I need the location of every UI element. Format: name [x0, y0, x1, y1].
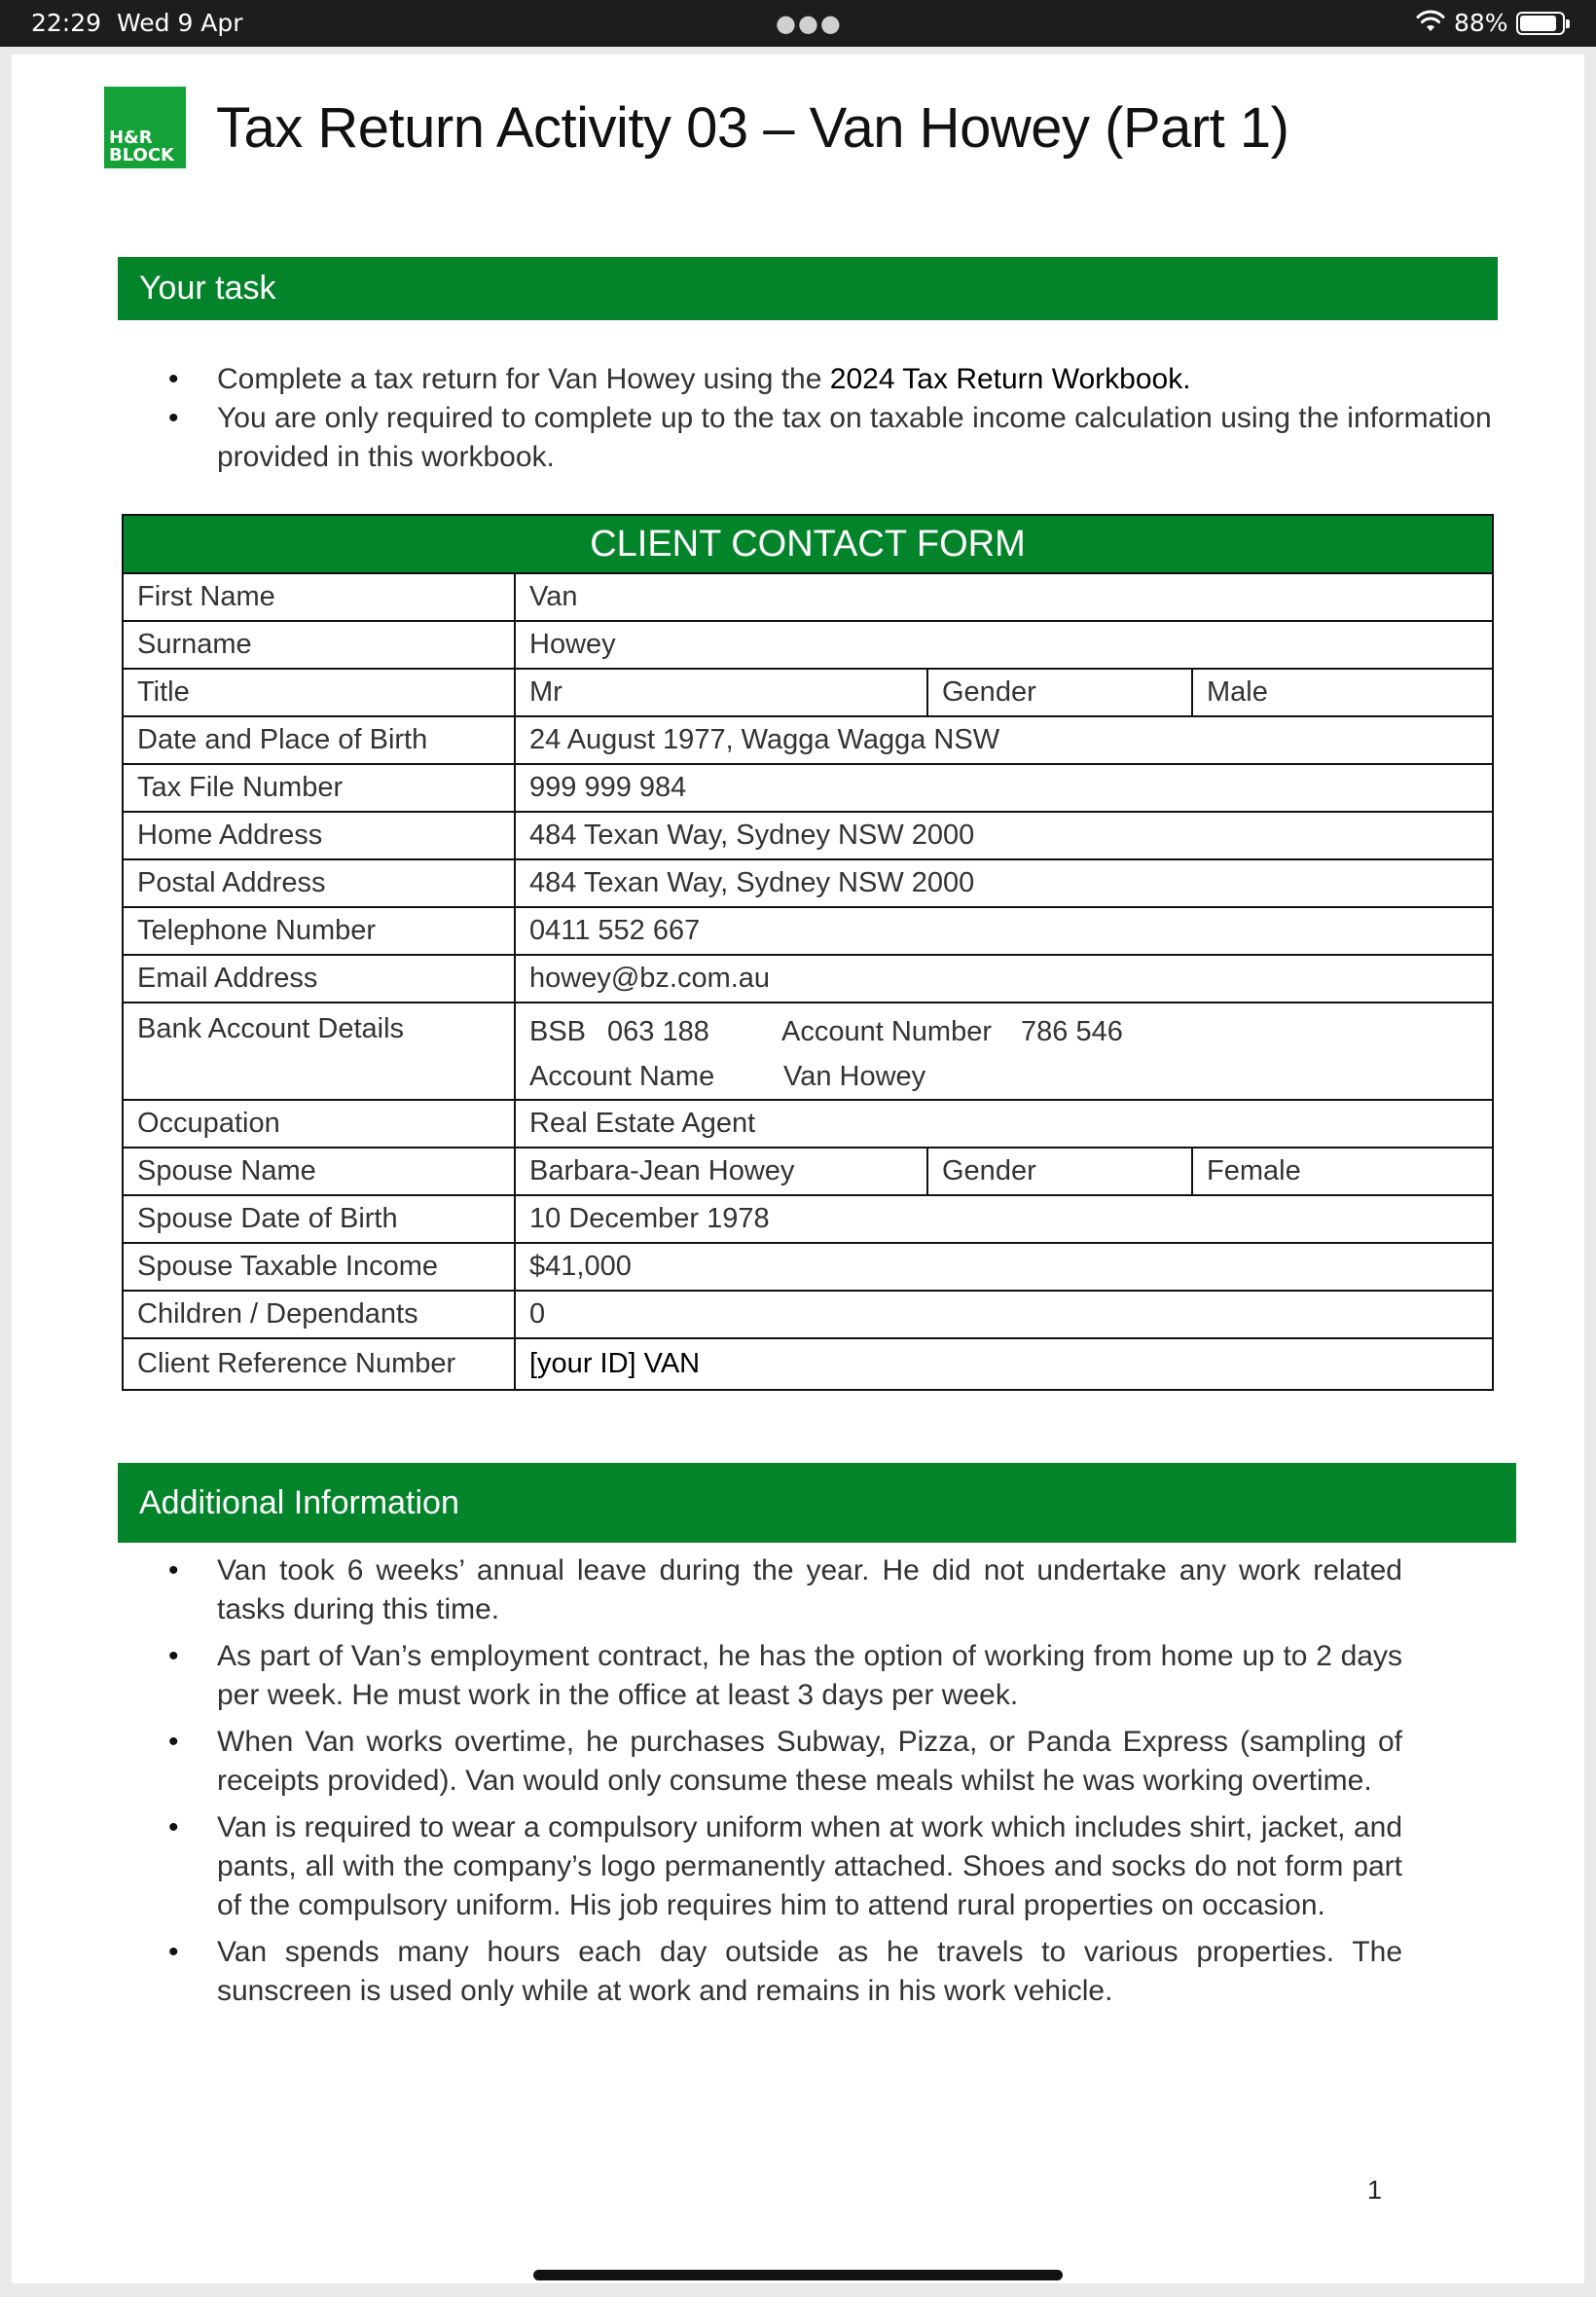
- spouse-income-value: $41,000: [515, 1243, 1493, 1291]
- logo-line-1: H&R: [109, 128, 153, 148]
- home-address-value: 484 Texan Way, Sydney NSW 2000: [515, 812, 1493, 859]
- phone-value: 0411 552 667: [515, 907, 1493, 955]
- phone-label: Telephone Number: [123, 907, 515, 955]
- account-name-value: Van Howey: [783, 1060, 926, 1092]
- children-value: 0: [515, 1291, 1493, 1338]
- spouse-gender-value: Female: [1192, 1148, 1493, 1195]
- task-item-1: [217, 360, 1511, 399]
- additional-information-heading: Additional Information: [118, 1463, 1516, 1543]
- info-item-4: • Van is required to wear a compulsory uniform when at work which includes shirt, jacket, and pants, all with the company’s logo permanently attached. Shoes and socks do not form part of the compulsory uniform. His job requires him to attend rural properties on occasion.: [217, 1808, 1402, 1925]
- bsb-label: BSB: [529, 1015, 587, 1047]
- gender-value: Male: [1192, 669, 1493, 716]
- surname-value: Howey: [515, 621, 1493, 669]
- first-name-label: First Name: [123, 573, 515, 621]
- client-contact-form: [122, 514, 1494, 1391]
- tfn-value: 999 999 984: [515, 764, 1493, 812]
- page-number: 1: [1367, 2175, 1383, 2205]
- home-indicator[interactable]: [533, 2270, 1063, 2280]
- tfn-label: Tax File Number: [123, 764, 515, 812]
- task-item-1-text: Complete a tax return for Van Howey using the: [217, 363, 830, 395]
- info-item-2: • As part of Van’s employment contract, he has the option of working from home up to 2 days per week. He must work in the office at least 3 days per week.: [217, 1637, 1402, 1715]
- occupation-label: Occupation: [123, 1100, 515, 1148]
- occupation-value: Real Estate Agent: [515, 1100, 1493, 1148]
- bsb-value: 063 188: [607, 1015, 709, 1047]
- bank-details-value: [515, 1003, 1493, 1100]
- logo-line-2: BLOCK: [109, 145, 175, 165]
- home-address-label: Home Address: [123, 812, 515, 859]
- spouse-name-value: Barbara-Jean Howey: [515, 1148, 927, 1195]
- status-time: 22:29: [31, 9, 102, 37]
- workbook-name: 2024 Tax Return Workbook.: [829, 363, 1191, 395]
- email-value: howey@bz.com.au: [515, 955, 1493, 1003]
- task-item-2: • You are only required to complete up to the tax on taxable income calculation using the information provided in this workbook.: [217, 399, 1511, 477]
- dob-label: Date and Place of Birth: [123, 716, 515, 764]
- hr-block-logo: [104, 87, 186, 168]
- spouse-dob-value: 10 December 1978: [515, 1195, 1493, 1243]
- wifi-icon: [1416, 10, 1445, 33]
- spouse-gender-label: Gender: [927, 1148, 1192, 1195]
- title-label: Title: [123, 669, 515, 716]
- gender-label: Gender: [927, 669, 1192, 716]
- email-label: Email Address: [123, 955, 515, 1003]
- first-name-value: Van: [515, 573, 1493, 621]
- title-value: Mr: [515, 669, 927, 716]
- multitasking-dots-icon[interactable]: ●●●: [776, 10, 843, 37]
- dob-value: 24 August 1977, Wagga Wagga NSW: [515, 716, 1493, 764]
- postal-address-value: 484 Texan Way, Sydney NSW 2000: [515, 859, 1493, 907]
- battery-level-fill: [1520, 16, 1556, 31]
- spouse-income-label: Spouse Taxable Income: [123, 1243, 515, 1291]
- status-bar: [0, 0, 1596, 47]
- document-page: [12, 55, 1584, 2283]
- client-ref-label: Client Reference Number: [123, 1338, 515, 1390]
- status-date: Wed 9 Apr: [117, 9, 243, 37]
- your-task-heading: Your task: [118, 257, 1498, 320]
- info-item-5: • Van spends many hours each day outside as he travels to various properties. The sunscreen is used only while at work and remains in his work vehicle.: [217, 1933, 1402, 2011]
- client-ref-value: [your ID] VAN: [515, 1338, 1493, 1390]
- info-item-1: • Van took 6 weeks’ annual leave during the year. He did not undertake any work related tasks during this time.: [217, 1551, 1402, 1629]
- spouse-dob-label: Spouse Date of Birth: [123, 1195, 515, 1243]
- spouse-name-label: Spouse Name: [123, 1148, 515, 1195]
- battery-icon: [1516, 12, 1565, 35]
- children-label: Children / Dependants: [123, 1291, 515, 1338]
- postal-address-label: Postal Address: [123, 859, 515, 907]
- additional-information-list: [217, 1551, 1402, 2019]
- bank-details-label: Bank Account Details: [123, 1003, 515, 1100]
- client-contact-form-heading: CLIENT CONTACT FORM: [123, 515, 1493, 573]
- account-name-label: Account Name: [529, 1060, 715, 1092]
- battery-percentage: 88%: [1454, 9, 1508, 37]
- account-number-value: 786 546: [1021, 1015, 1123, 1047]
- page-title: Tax Return Activity 03 – Van Howey (Part 1): [216, 96, 1289, 160]
- info-item-3: • When Van works overtime, he purchases Subway, Pizza, or Panda Express (sampling of receipts provided). Van would only consume these meals whilst he was working overtime.: [217, 1723, 1402, 1801]
- task-list: [217, 360, 1511, 477]
- surname-label: Surname: [123, 621, 515, 669]
- account-number-label: Account Number: [781, 1015, 992, 1047]
